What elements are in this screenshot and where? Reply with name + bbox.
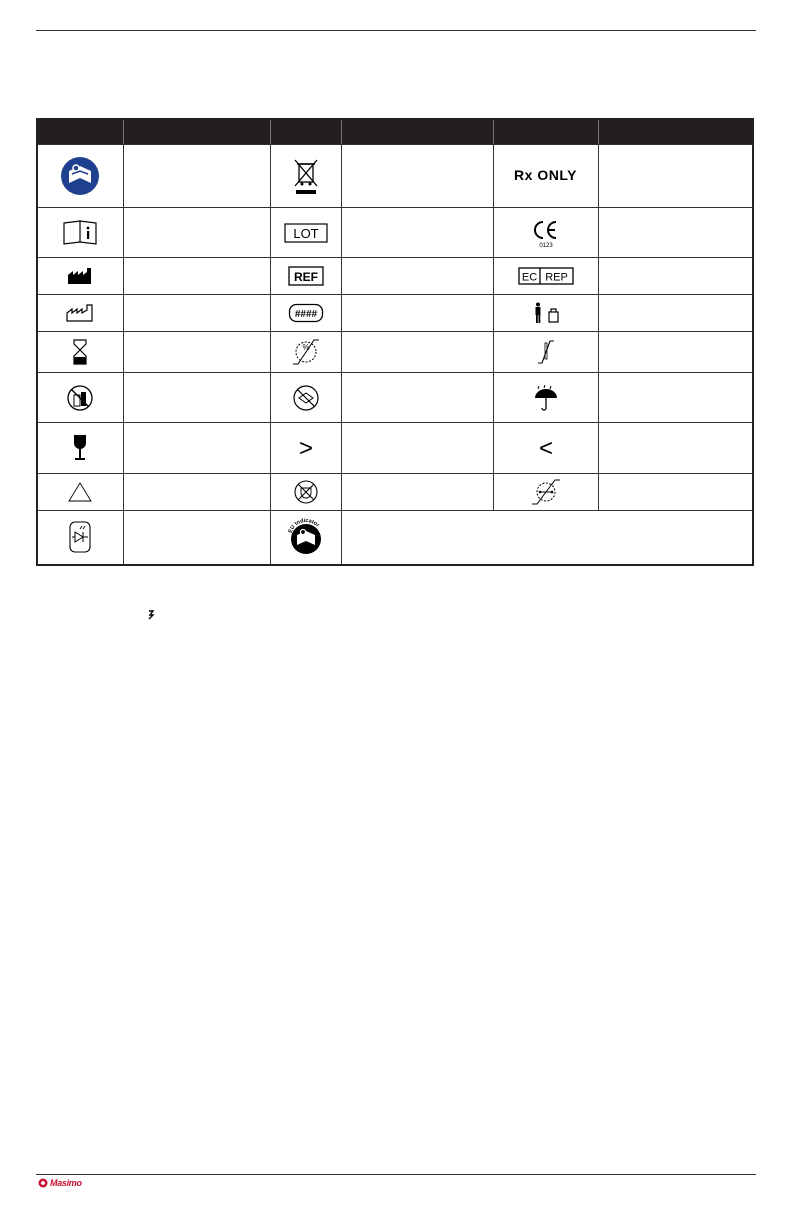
svg-text:REF: REF — [293, 270, 318, 284]
symbol-cell — [37, 145, 123, 208]
table-row — [37, 145, 753, 208]
svg-text:<: < — [538, 436, 553, 460]
header-cell-symbol-3 — [493, 119, 598, 145]
symbol-cell — [493, 295, 598, 332]
symbol-cell — [37, 423, 123, 474]
description-cell — [341, 373, 493, 423]
description-cell — [341, 295, 493, 332]
keep-dry-umbrella-icon — [533, 384, 559, 412]
description-cell — [341, 423, 493, 474]
symbol-cell — [37, 511, 123, 565]
symbols-table — [36, 118, 754, 566]
svg-text:%: % — [301, 343, 310, 352]
svg-text:REP: REP — [544, 271, 568, 284]
table-row — [37, 511, 753, 565]
symbol-cell — [493, 332, 598, 373]
masimo-logo-text: Masimo — [50, 1178, 82, 1188]
header-cell-description-2 — [341, 119, 493, 145]
symbol-cell — [493, 373, 598, 423]
description-cell — [123, 258, 270, 295]
symbol-cell — [270, 373, 341, 423]
description-cell — [123, 145, 270, 208]
less-than-icon — [536, 436, 556, 460]
description-cell — [341, 145, 493, 208]
lot-box-icon — [284, 223, 328, 243]
do-not-use-if-damaged-icon — [292, 384, 320, 412]
svg-text:EU Indicator: EU Indicator — [287, 518, 320, 535]
consult-instructions-icon — [60, 156, 100, 196]
symbol-cell — [37, 373, 123, 423]
table-row — [37, 258, 753, 295]
top-rule — [36, 30, 756, 31]
symbol-cell — [37, 295, 123, 332]
description-cell — [598, 208, 753, 258]
table-row — [37, 295, 753, 332]
table-header-row — [37, 119, 753, 145]
svg-text:0123: 0123 — [538, 242, 553, 248]
symbol-cell — [270, 474, 341, 511]
description-cell — [123, 474, 270, 511]
weee-crossed-bin-icon — [291, 156, 321, 196]
svg-text:LOT: LOT — [292, 225, 319, 241]
description-cell — [341, 474, 493, 511]
symbol-cell — [493, 474, 598, 511]
symbol-cell — [270, 423, 341, 474]
bottom-rule — [36, 1174, 756, 1175]
svg-text:EC: EC — [521, 271, 537, 284]
ref-box-icon — [288, 266, 324, 286]
no-stacking-icon — [66, 384, 94, 412]
header-cell-description-1 — [123, 119, 270, 145]
description-cell-merged — [341, 511, 753, 565]
symbol-cell — [37, 258, 123, 295]
description-cell — [123, 423, 270, 474]
ec-rep-icon — [518, 267, 574, 285]
eu-instructions-icon — [286, 516, 326, 558]
patient-weight-icon — [531, 302, 561, 324]
symbol-cell — [493, 208, 598, 258]
description-cell — [598, 332, 753, 373]
symbol-cell — [270, 208, 341, 258]
footer-brand — [38, 1178, 82, 1188]
symbol-cell — [37, 332, 123, 373]
description-cell — [123, 511, 270, 565]
symbol-cell — [37, 474, 123, 511]
svg-text:>: > — [298, 436, 313, 460]
table-row — [37, 474, 753, 511]
caution-triangle-icon — [68, 482, 92, 502]
symbol-cell — [270, 332, 341, 373]
header-cell-symbol-1 — [37, 119, 123, 145]
manufacturer-icon — [67, 267, 93, 285]
description-cell — [123, 373, 270, 423]
symbol-cell — [270, 258, 341, 295]
humidity-limitation-icon — [290, 337, 322, 367]
fragile-glass-icon — [73, 434, 87, 462]
description-cell — [598, 474, 753, 511]
symbol-cell — [270, 511, 341, 565]
use-by-hourglass-icon — [72, 339, 88, 365]
description-cell — [341, 208, 493, 258]
symbol-cell — [270, 295, 341, 332]
description-cell — [598, 423, 753, 474]
symbol-cell — [493, 145, 598, 208]
description-cell — [123, 208, 270, 258]
greater-than-icon — [296, 436, 316, 460]
description-cell — [123, 295, 270, 332]
svg-text:####: #### — [294, 309, 317, 320]
instructions-booklet-icon — [62, 220, 98, 246]
description-cell — [598, 145, 753, 208]
light-emitting-diode-icon — [69, 521, 91, 553]
rx-only-label: Rx ONLY — [514, 167, 577, 183]
atmospheric-pressure-icon — [530, 478, 562, 506]
description-cell — [341, 258, 493, 295]
symbol-cell — [37, 208, 123, 258]
description-cell — [341, 332, 493, 373]
symbol-cell — [493, 258, 598, 295]
symbol-cell — [270, 145, 341, 208]
symbol-cell — [493, 423, 598, 474]
description-cell — [598, 258, 753, 295]
table-row — [37, 332, 753, 373]
temperature-limitation-icon — [536, 339, 556, 365]
date-of-manufacture-icon — [66, 303, 94, 323]
description-cell — [123, 332, 270, 373]
small-note-mark-icon — [147, 610, 155, 620]
table-row — [37, 373, 753, 423]
description-cell — [598, 373, 753, 423]
serial-number-icon — [288, 303, 324, 323]
masimo-logo-icon — [38, 1178, 48, 1188]
ce-mark-icon — [531, 218, 561, 248]
table-row — [37, 208, 753, 258]
header-cell-symbol-2 — [270, 119, 341, 145]
table-row — [37, 423, 753, 474]
description-cell — [598, 295, 753, 332]
not-latex-icon — [293, 479, 319, 505]
header-cell-description-3 — [598, 119, 753, 145]
